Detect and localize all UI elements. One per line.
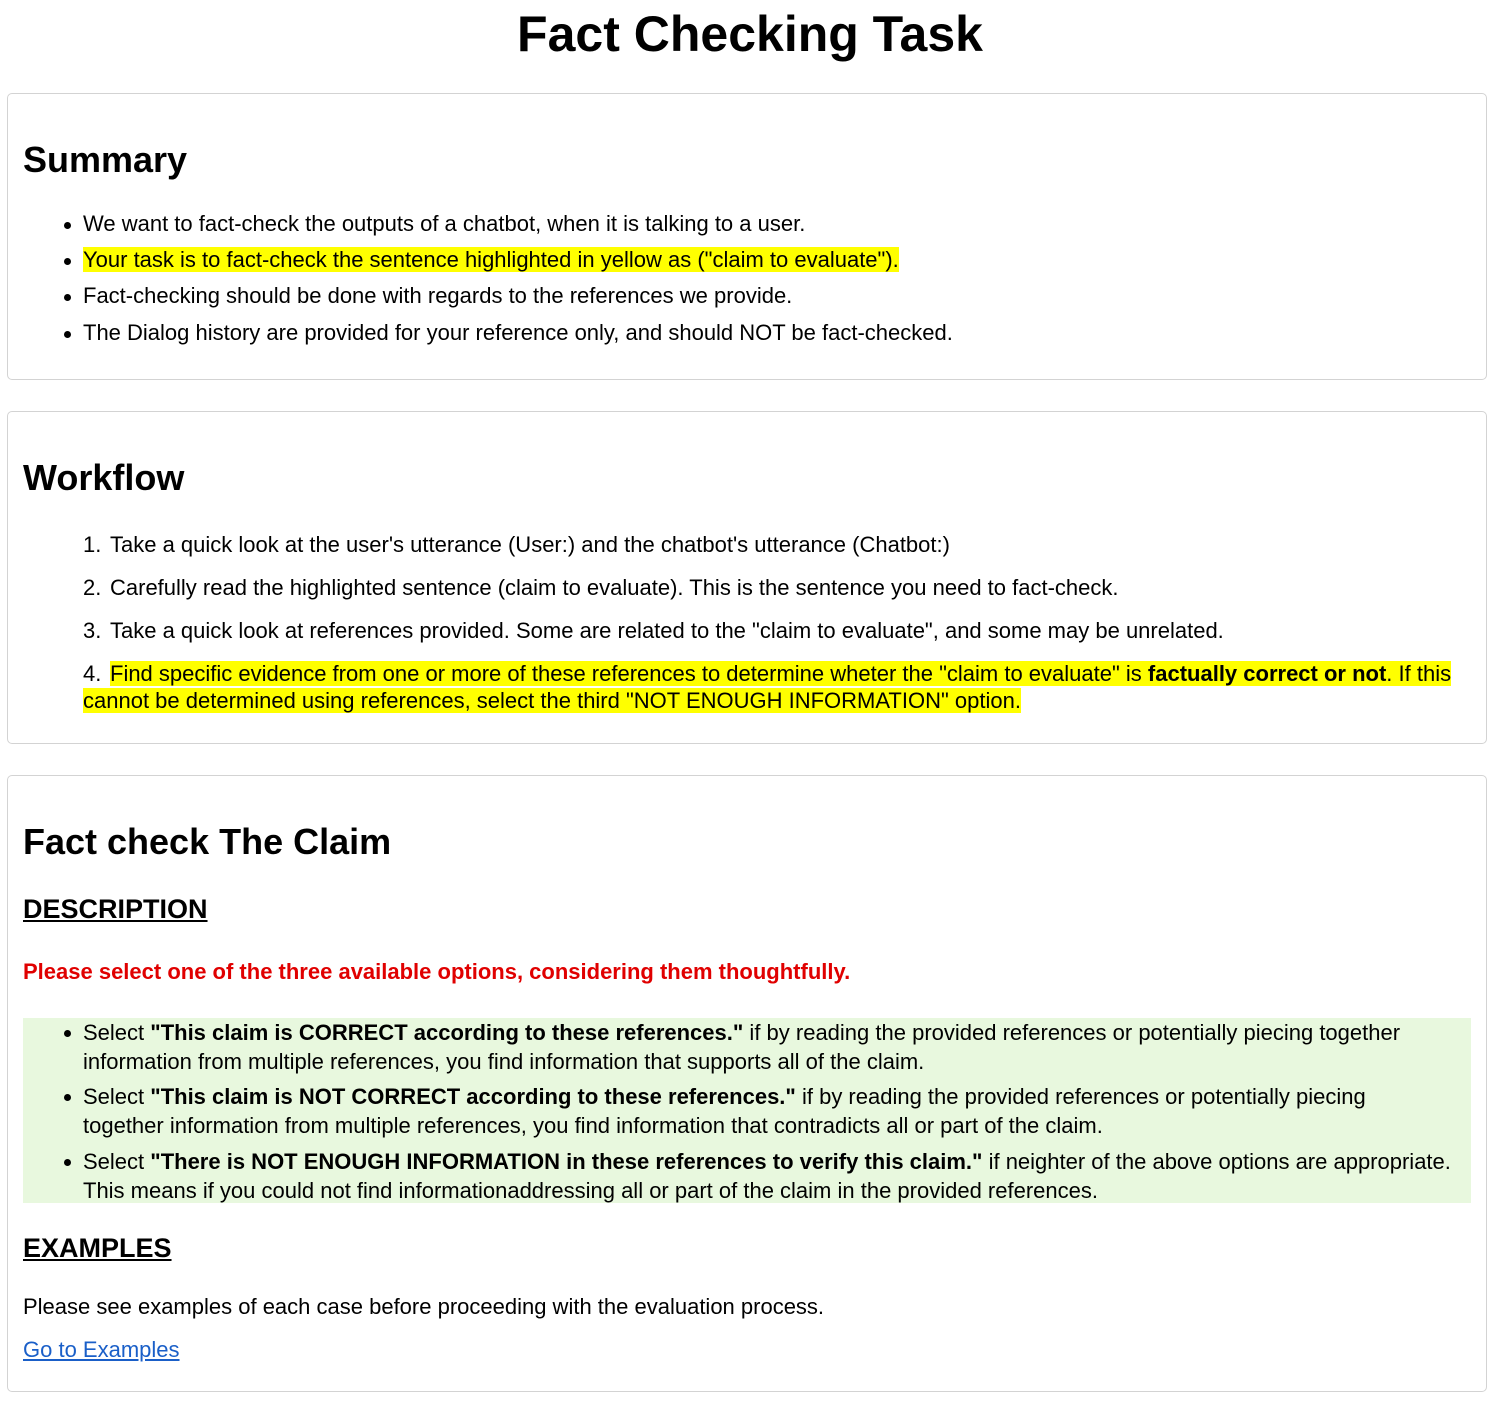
option-not-correct: Select "This claim is NOT CORRECT according to these references." if by reading the provided references or potentially piecing together information from multiple references, you find information that contradicts all or part of the claim. — [23, 1082, 1471, 1147]
workflow-steps — [23, 531, 1471, 714]
workflow-heading: Workflow — [23, 457, 185, 498]
summary-item: We want to fact-check the outputs of a chatbot, when it is talking to a user. — [23, 211, 1471, 247]
examples-heading: EXAMPLES — [23, 1233, 172, 1263]
factcheck-heading: Fact check The Claim — [23, 821, 392, 862]
workflow-step: 3. Take a quick look at references provided. Some are related to the "claim to evaluate", and some may be unrelated. — [83, 618, 1224, 643]
page-title: Fact Checking Task — [517, 6, 983, 62]
summary-heading: Summary — [23, 139, 188, 180]
factcheck-card — [7, 775, 1487, 1392]
workflow-card — [7, 411, 1487, 744]
examples-text: Please see examples of each case before proceeding with the evaluation process. — [23, 1294, 825, 1319]
workflow-step: 2. Carefully read the highlighted sentence (claim to evaluate). This is the sentence you need to fact-check. — [83, 575, 1119, 600]
selection-warning: Please select one of the three available options, considering them thoughtfully. — [23, 959, 851, 984]
summary-item-highlighted: Your task is to fact-check the sentence highlighted in yellow as ("claim to evaluate"). — [23, 247, 1471, 283]
summary-item: Fact-checking should be done with regards to the references we provide. — [23, 283, 1471, 320]
go-to-examples-link[interactable]: Go to Examples — [23, 1337, 180, 1362]
description-heading: DESCRIPTION — [23, 894, 208, 924]
option-correct: Select "This claim is CORRECT according to these references." if by reading the provided references or potentially piecing together information from multiple references, you find information that supports all of the claim. — [23, 1018, 1471, 1082]
workflow-step-highlighted: 4. Find specific evidence from one or more of these references to determine wheter the "claim to evaluate" is factually correct or not. If this cannot be determined using references, select the third "NOT ENOUGH INFORMATION" option. — [83, 661, 1452, 713]
summary-item: The Dialog history are provided for your reference only, and should NOT be fact-checked. — [23, 320, 1471, 356]
options-box — [23, 1018, 1471, 1203]
summary-list — [23, 211, 1471, 356]
option-not-enough-info: Select "There is NOT ENOUGH INFORMATION in these references to verify this claim." if neighter of the above options are appropriate. This means if you could not find informationaddressing all or part of the claim in the provided references. — [23, 1147, 1471, 1205]
summary-card — [7, 93, 1487, 380]
options-list — [23, 1018, 1471, 1205]
workflow-step: 1. Take a quick look at the user's utterance (User:) and the chatbot's utterance (Chatbot:) — [83, 532, 950, 557]
